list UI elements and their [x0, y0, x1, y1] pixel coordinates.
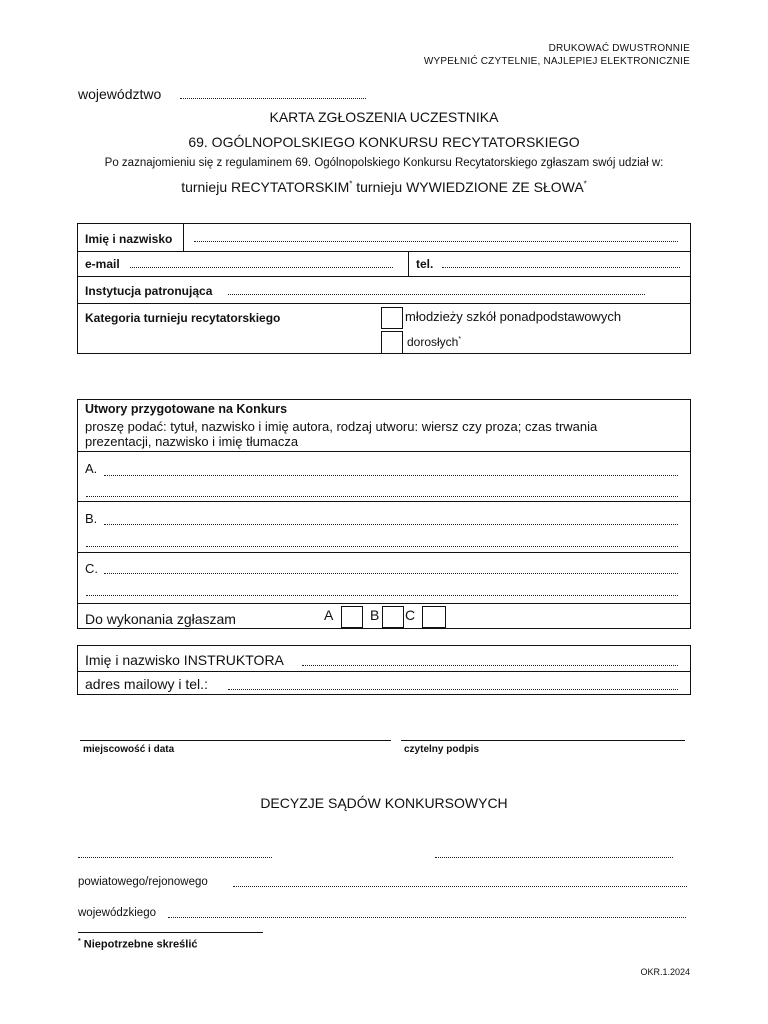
voivodeship-field[interactable]: [180, 98, 366, 99]
voivodeship-decision-field[interactable]: [168, 917, 686, 918]
adults-option-label: dorosłych: [407, 335, 459, 349]
email-divider: [408, 252, 409, 276]
work-c-field-2[interactable]: [86, 595, 678, 596]
work-a-label: A.: [85, 461, 98, 476]
signature-label: czytelny podpis: [404, 744, 480, 755]
works-header: [78, 400, 690, 452]
institution-label: Instytucja patronująca: [85, 284, 213, 298]
instructor-contact-field[interactable]: [228, 689, 678, 690]
phone-label: tel.: [416, 257, 434, 271]
email-label: e-mail: [85, 257, 120, 271]
category-row: [78, 304, 690, 355]
work-b-row: [78, 502, 690, 553]
work-a-field-2[interactable]: [86, 496, 678, 497]
category-label: Kategoria turnieju recytatorskiego: [85, 311, 281, 325]
youth-checkbox[interactable]: [381, 307, 403, 329]
work-b-field-2[interactable]: [86, 546, 678, 547]
instructor-name-row: [78, 646, 690, 672]
work-c-row: [78, 553, 690, 604]
choice-c-checkbox[interactable]: [422, 606, 446, 628]
submit-label: Do wykonania zgłaszam: [85, 611, 236, 627]
signature-line[interactable]: [401, 740, 685, 741]
works-box: [77, 399, 691, 629]
instructor-contact-label: adres mailowy i tel.:: [85, 676, 208, 692]
form-code: OKR.1.2024: [640, 967, 690, 977]
youth-option-label: młodzieży szkół ponadpodstawowych: [405, 309, 622, 324]
tournament-from-word[interactable]: WYWIEDZIONE ZE SŁOWA: [406, 179, 584, 195]
tournament-choice: [0, 179, 768, 195]
decision-field-left[interactable]: [78, 857, 272, 858]
work-a-field-1[interactable]: [104, 475, 678, 476]
work-b-label: B.: [85, 511, 98, 526]
footnote-asterisk: *: [78, 938, 81, 945]
works-title: Utwory przygotowane na Konkurs: [85, 402, 288, 416]
tournament-prefix-2: turnieju: [356, 179, 403, 195]
tournament-recitation[interactable]: RECYTATORSKIM: [231, 179, 350, 195]
tournament-prefix-1: turnieju: [181, 179, 228, 195]
header-notes: [424, 42, 690, 68]
participant-box: [77, 223, 691, 354]
instructor-contact-row: [78, 672, 690, 696]
decision-field-right[interactable]: [435, 857, 673, 858]
choice-a-checkbox[interactable]: [341, 606, 363, 628]
voivodeship-row: [78, 86, 161, 102]
work-c-label: C.: [85, 561, 98, 576]
choice-b-checkbox[interactable]: [382, 606, 404, 628]
asterisk-1: *: [349, 179, 353, 189]
email-field[interactable]: [130, 267, 393, 268]
institution-field[interactable]: [228, 294, 645, 295]
voivodeship-decision-label: wojewódzkiego: [78, 907, 156, 919]
email-row: [78, 252, 690, 277]
name-divider: [183, 224, 184, 251]
name-label: Imię i nazwisko: [85, 232, 173, 246]
instructor-name-label: Imię i nazwisko INSTRUKTORA: [85, 652, 284, 668]
place-date-line[interactable]: [80, 740, 391, 741]
print-note: DRUKOWAĆ DWUSTRONNIE: [548, 43, 690, 54]
footnote-text: Niepotrzebne skreślić: [83, 938, 198, 951]
form-title: KARTA ZGŁOSZENIA UCZESTNIKA: [269, 109, 499, 125]
instructor-name-field[interactable]: [302, 665, 678, 666]
work-b-field-1[interactable]: [104, 524, 678, 525]
name-row: [78, 224, 690, 252]
district-decision-label: powiatowego/rejonowego: [78, 876, 208, 888]
work-c-field-1[interactable]: [104, 573, 678, 574]
name-field[interactable]: [194, 241, 678, 242]
place-date-label: miejscowość i data: [83, 744, 175, 755]
asterisk-2: *: [583, 179, 587, 189]
footnote: [78, 938, 198, 951]
instructor-box: [77, 645, 691, 695]
contest-title: 69. OGÓLNOPOLSKIEGO KONKURSU RECYTATORSKIEGO: [188, 134, 580, 150]
choice-a-label: A: [324, 607, 334, 623]
submit-row: [78, 604, 690, 630]
phone-field[interactable]: [442, 267, 680, 268]
work-a-row: [78, 452, 690, 502]
choice-b-label: B: [370, 607, 380, 623]
intro-text: Po zaznajomieniu się z regulaminem 69. Ogólnopolskiego Konkursu Recytatorskiego zgłaszam swój udział w:: [104, 157, 664, 169]
institution-row: [78, 277, 690, 304]
adults-checkbox[interactable]: [381, 331, 403, 354]
fill-note: WYPEŁNIĆ CZYTELNIE, NAJLEPIEJ ELEKTRONICZNIE: [423, 56, 690, 67]
asterisk-3: *: [458, 336, 462, 343]
voivodeship-label: województwo: [78, 86, 162, 102]
choice-c-label: C: [405, 607, 416, 623]
decisions-title: DECYZJE SĄDÓW KONKURSOWYCH: [260, 795, 508, 811]
works-instruction: proszę podać: tytuł, nazwisko i imię autora, rodzaj utworu: wiersz czy proza; czas trwania prezentacji, nazwisko i imię tłumacza: [85, 419, 598, 449]
adults-option: [407, 335, 461, 349]
district-decision-field[interactable]: [233, 886, 687, 887]
footnote-separator: [78, 932, 263, 933]
